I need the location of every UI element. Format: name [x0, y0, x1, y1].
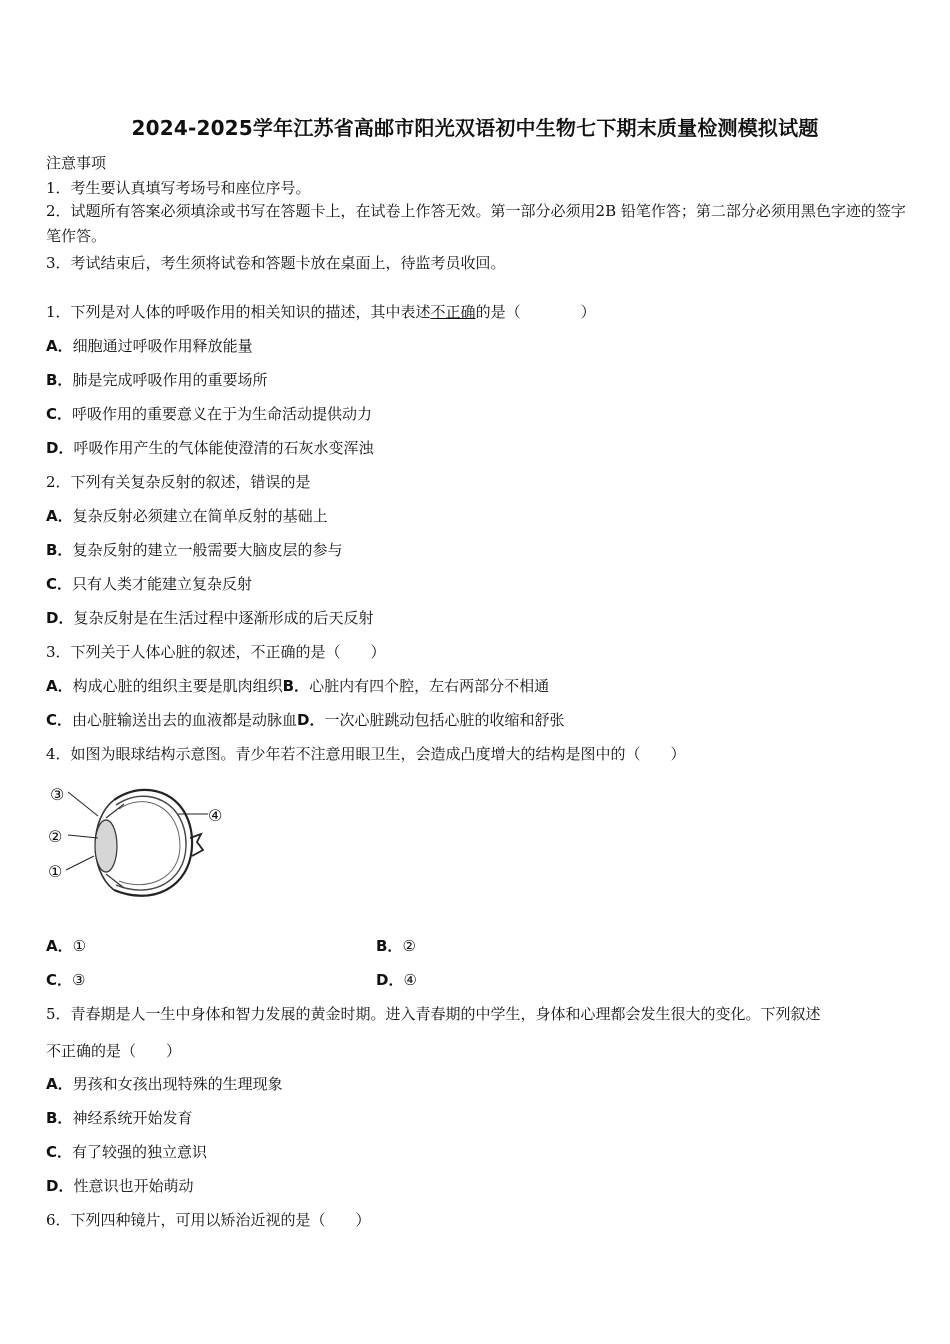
option-text: 由心脏输送出去的血液都是动脉血	[72, 711, 298, 729]
question-3-row-1	[46, 675, 549, 696]
option-text: 构成心脏的组织主要是肌肉组织	[72, 677, 283, 695]
figure-label-3: ③	[50, 785, 65, 804]
option-text: 复杂反射必须建立在简单反射的基础上	[72, 507, 328, 525]
eyeball-wall-inner	[119, 802, 180, 885]
notice-item-3: 3．考试结束后，考生须将试卷和答题卡放在桌面上，待监考员收回。	[46, 254, 506, 272]
question-1-option-a	[46, 335, 253, 356]
option-letter: A．	[46, 1075, 73, 1093]
option-text: 男孩和女孩出现特殊的生理现象	[72, 1075, 283, 1093]
option-letter: A．	[46, 507, 73, 525]
option-letter: A．	[46, 337, 73, 355]
question-5-stem-continued: 不正确的是（ ）	[46, 1042, 182, 1060]
option-text: 呼吸作用产生的气体能使澄清的石灰水变浑浊	[73, 439, 374, 457]
option-letter: C．	[46, 711, 73, 729]
question-1-option-d	[46, 437, 373, 458]
question-4-stem: 4．如图为眼球结构示意图。青少年若不注意用眼卫生，会造成凸度增大的结构是图中的（ ）	[46, 745, 686, 763]
leader-2	[68, 835, 98, 838]
question-1-stem-pre: 1．下列是对人体的呼吸作用的相关知识的描述，其中表述	[46, 303, 431, 321]
question-1-stem-underlined: 不正确	[430, 303, 476, 321]
question-1-stem	[46, 301, 596, 322]
option-text: ①	[72, 937, 87, 955]
notice-item-1: 1．考生要认真填写考场号和座位序号。	[46, 179, 311, 197]
option-text: 有了较强的独立意识	[72, 1143, 208, 1161]
option-text: 只有人类才能建立复杂反射	[72, 575, 253, 593]
question-4-option-a	[46, 935, 86, 956]
question-3-stem: 3．下列关于人体心脏的叙述，不正确的是（ ）	[46, 643, 386, 661]
option-text: 呼吸作用的重要意义在于为生命活动提供动力	[72, 405, 373, 423]
option-letter: B．	[376, 937, 403, 955]
figure-label-1: ①	[48, 862, 63, 881]
option-text: 肺是完成呼吸作用的重要场所	[72, 371, 268, 389]
question-4-option-c	[46, 969, 85, 990]
question-2-option-a	[46, 505, 328, 526]
notice-item-2: 2．试题所有答案必须填涂或书写在答题卡上，在试卷上作答无效。第一部分必须用2B 铅笔作答；第二部分必须用黑色字迹的签字笔作答。	[46, 202, 906, 245]
option-letter: C．	[46, 575, 73, 593]
question-5-option-a	[46, 1073, 283, 1094]
option-letter: D．	[46, 439, 74, 457]
option-letter: B．	[46, 541, 73, 559]
question-5-stem: 5．青春期是人一生中身体和智力发展的黄金时期。进入青春期的中学生，身体和心理都会发生很大的变化。下列叙述	[46, 1005, 821, 1023]
eyeball-wall-middle	[116, 796, 186, 890]
question-5-option-b	[46, 1107, 192, 1128]
question-6-stem: 6．下列四种镜片，可用以矫治近视的是（ ）	[46, 1211, 371, 1229]
option-text: ②	[402, 937, 416, 955]
option-text: 复杂反射的建立一般需要大脑皮层的参与	[72, 541, 343, 559]
question-1-stem-post: 的是（ ）	[475, 303, 596, 321]
option-letter: D．	[46, 1177, 74, 1195]
option-letter: B．	[46, 1109, 73, 1127]
question-2-option-b	[46, 539, 342, 560]
question-5-option-d	[46, 1175, 193, 1196]
option-letter: C．	[46, 971, 73, 989]
question-4-option-b	[376, 935, 416, 956]
question-4-option-d	[376, 969, 417, 990]
question-2-stem: 2．下列有关复杂反射的叙述，错误的是	[46, 473, 311, 491]
option-letter: B．	[282, 677, 310, 695]
leader-3	[68, 792, 98, 816]
leader-1	[66, 856, 94, 870]
question-3-row-2	[46, 709, 565, 730]
option-letter: A．	[46, 677, 73, 695]
option-letter: C．	[46, 1143, 73, 1161]
question-2-option-d	[46, 607, 373, 628]
option-letter: D．	[297, 711, 325, 729]
option-text: 复杂反射是在生活过程中逐渐形成的后天反射	[73, 609, 374, 627]
option-text: ③	[72, 971, 86, 989]
option-text: 性意识也开始萌动	[73, 1177, 194, 1195]
option-text: 一次心脏跳动包括心脏的收缩和舒张	[324, 711, 565, 729]
option-letter: B．	[46, 371, 73, 389]
option-text: ④	[403, 971, 417, 989]
question-1-option-c	[46, 403, 372, 424]
figure-label-2: ②	[48, 827, 63, 846]
iris-upper	[106, 804, 124, 818]
option-text: 细胞通过呼吸作用释放能量	[72, 337, 253, 355]
question-1-option-b	[46, 369, 267, 390]
figure-label-4: ④	[208, 806, 223, 825]
question-5-option-c	[46, 1141, 207, 1162]
lens	[95, 820, 117, 872]
page-title: 2024-2025学年江苏省高邮市阳光双语初中生物七下期末质量检测模拟试题	[131, 116, 819, 140]
option-letter: A．	[46, 937, 73, 955]
eyeball-diagram	[44, 778, 234, 913]
question-2-option-c	[46, 573, 252, 594]
option-letter: D．	[376, 971, 404, 989]
notice-heading: 注意事项	[46, 154, 107, 172]
option-text: 神经系统开始发育	[72, 1109, 193, 1127]
option-text: 心脏内有四个腔，左右两部分不相通	[309, 677, 550, 695]
option-letter: D．	[46, 609, 74, 627]
option-letter: C．	[46, 405, 73, 423]
